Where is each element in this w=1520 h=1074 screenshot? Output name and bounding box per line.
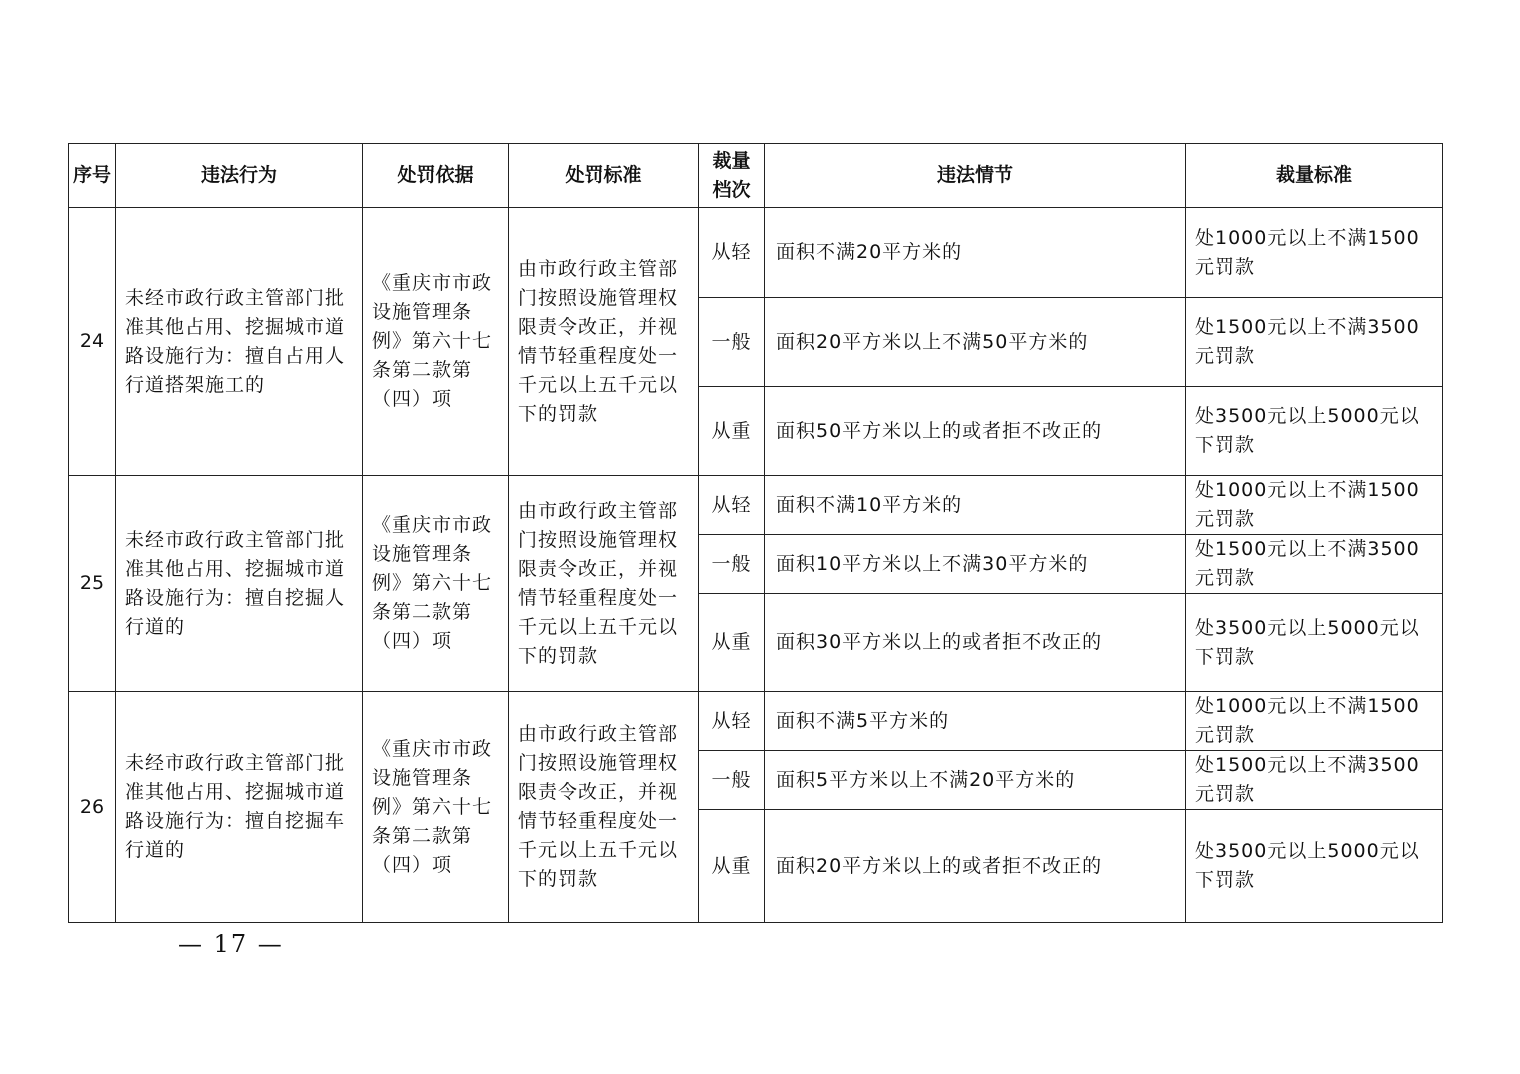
row-discretion: 处3500元以上5000元以下罚款 (1186, 387, 1443, 476)
header-standard: 处罚标准 (509, 144, 699, 208)
row-behavior: 未经市政行政主管部门批准其他占用、挖掘城市道路设施行为：擅自挖掘人行道的 (116, 476, 363, 692)
row-discretion: 处1000元以上不满1500元罚款 (1186, 692, 1443, 751)
row-circumstance: 面积不满10平方米的 (765, 476, 1186, 535)
table-row (69, 476, 1443, 535)
row-level: 从重 (699, 387, 765, 476)
row-circumstance: 面积20平方米以上不满50平方米的 (765, 298, 1186, 387)
header-circumstance: 违法情节 (765, 144, 1186, 208)
row-basis: 《重庆市市政设施管理条例》第六十七条第二款第（四）项 (363, 692, 509, 923)
header-basis: 处罚依据 (363, 144, 509, 208)
row-standard: 由市政行政主管部门按照设施管理权限责令改正，并视情节轻重程度处一千元以上五千元以下的罚款 (509, 208, 699, 476)
page-number: — 17 — (178, 930, 284, 958)
row-standard: 由市政行政主管部门按照设施管理权限责令改正，并视情节轻重程度处一千元以上五千元以下的罚款 (509, 692, 699, 923)
row-level: 从轻 (699, 476, 765, 535)
row-seq: 26 (69, 692, 116, 923)
header-seq: 序号 (69, 144, 116, 208)
row-level: 一般 (699, 751, 765, 810)
row-discretion: 处1500元以上不满3500元罚款 (1186, 751, 1443, 810)
row-circumstance: 面积10平方米以上不满30平方米的 (765, 535, 1186, 594)
row-discretion: 处3500元以上5000元以下罚款 (1186, 810, 1443, 923)
row-discretion: 处1500元以上不满3500元罚款 (1186, 298, 1443, 387)
header-level: 裁量档次 (699, 144, 765, 208)
row-level: 一般 (699, 535, 765, 594)
table-row (69, 208, 1443, 298)
row-circumstance: 面积5平方米以上不满20平方米的 (765, 751, 1186, 810)
row-level: 从重 (699, 810, 765, 923)
row-discretion: 处1500元以上不满3500元罚款 (1186, 535, 1443, 594)
row-circumstance: 面积30平方米以上的或者拒不改正的 (765, 594, 1186, 692)
header-behavior: 违法行为 (116, 144, 363, 208)
penalty-discretion-table (68, 143, 1443, 923)
row-standard: 由市政行政主管部门按照设施管理权限责令改正，并视情节轻重程度处一千元以上五千元以下的罚款 (509, 476, 699, 692)
row-basis: 《重庆市市政设施管理条例》第六十七条第二款第（四）项 (363, 208, 509, 476)
row-circumstance: 面积50平方米以上的或者拒不改正的 (765, 387, 1186, 476)
row-level: 从重 (699, 594, 765, 692)
row-circumstance: 面积20平方米以上的或者拒不改正的 (765, 810, 1186, 923)
row-level: 一般 (699, 298, 765, 387)
row-level: 从轻 (699, 692, 765, 751)
row-circumstance: 面积不满5平方米的 (765, 692, 1186, 751)
row-behavior: 未经市政行政主管部门批准其他占用、挖掘城市道路设施行为：擅自挖掘车行道的 (116, 692, 363, 923)
row-level: 从轻 (699, 208, 765, 298)
row-circumstance: 面积不满20平方米的 (765, 208, 1186, 298)
header-discretion: 裁量标准 (1186, 144, 1443, 208)
row-seq: 24 (69, 208, 116, 476)
row-discretion: 处1000元以上不满1500元罚款 (1186, 476, 1443, 535)
header-row (69, 144, 1443, 208)
row-basis: 《重庆市市政设施管理条例》第六十七条第二款第（四）项 (363, 476, 509, 692)
row-behavior: 未经市政行政主管部门批准其他占用、挖掘城市道路设施行为：擅自占用人行道搭架施工的 (116, 208, 363, 476)
table-row (69, 692, 1443, 751)
row-seq: 25 (69, 476, 116, 692)
row-discretion: 处1000元以上不满1500元罚款 (1186, 208, 1443, 298)
row-discretion: 处3500元以上5000元以下罚款 (1186, 594, 1443, 692)
